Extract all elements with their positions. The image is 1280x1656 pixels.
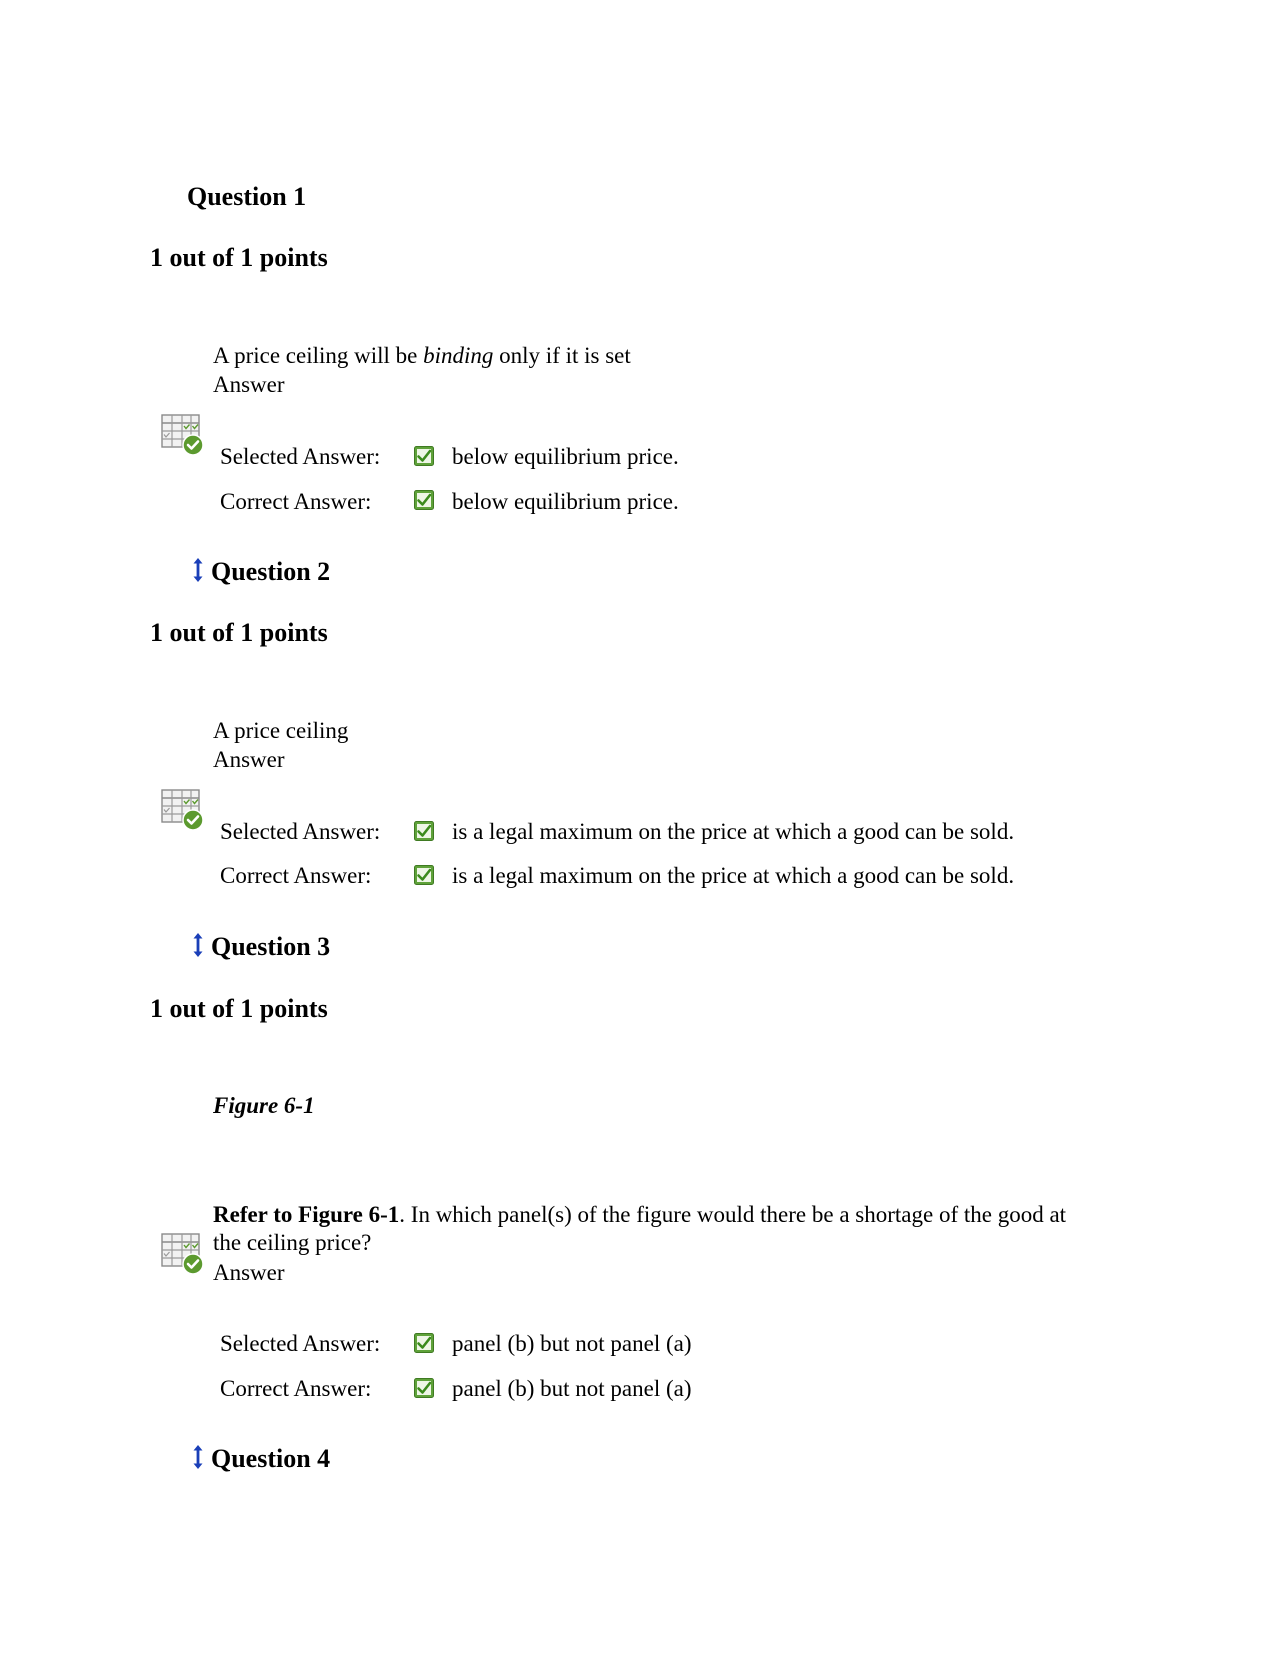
question-3-points: 1 out of 1 points	[150, 994, 328, 1023]
question-3-correct-label: Correct Answer:	[220, 1376, 372, 1401]
reorder-arrow-icon[interactable]	[192, 1444, 204, 1470]
question-1-correct-value: below equilibrium price.	[452, 489, 679, 514]
question-2-selected-label: Selected Answer:	[220, 819, 381, 844]
question-2-title: Question 2	[211, 557, 331, 586]
question-3-prompt	[213, 1201, 1093, 1257]
question-1-answer-label: Answer	[213, 372, 285, 397]
question-1-correct-label: Correct Answer:	[220, 489, 372, 514]
question-1-points: 1 out of 1 points	[150, 243, 328, 272]
graded-table-icon	[161, 1233, 205, 1275]
question-2-correct-label: Correct Answer:	[220, 863, 372, 888]
question-3-prompt-text: . In which panel(s) of the figure would there be a shortage of the good at the ceiling price?	[213, 1202, 1067, 1255]
figure-caption: Figure 6-1	[213, 1093, 315, 1118]
graded-table-icon	[161, 789, 205, 831]
question-4-title: Question 4	[211, 1444, 331, 1473]
question-1-selected-label: Selected Answer:	[220, 444, 381, 469]
question-1-prompt-text-before: A price ceiling will be	[213, 343, 424, 368]
check-icon	[414, 865, 434, 885]
reorder-arrow-icon[interactable]	[192, 557, 204, 583]
question-3-selected-label: Selected Answer:	[220, 1331, 381, 1356]
question-1-title: Question 1	[187, 182, 307, 211]
check-icon	[414, 1333, 434, 1353]
question-3-prompt-reference: Refer to Figure 6-1	[213, 1202, 400, 1227]
graded-table-icon	[161, 414, 205, 456]
check-icon	[414, 446, 434, 466]
question-1-selected-value: below equilibrium price.	[452, 444, 679, 469]
question-2-answer-label: Answer	[213, 747, 285, 772]
question-2-points: 1 out of 1 points	[150, 618, 328, 647]
check-icon	[414, 1378, 434, 1398]
question-3-title: Question 3	[211, 932, 331, 961]
question-2-prompt: A price ceiling	[213, 718, 349, 743]
question-3-correct-value: panel (b) but not panel (a)	[452, 1376, 692, 1401]
check-icon	[414, 490, 434, 510]
reorder-arrow-icon[interactable]	[192, 932, 204, 958]
question-1-prompt-text-after: only if it is set	[493, 343, 631, 368]
check-icon	[414, 821, 434, 841]
question-3-answer-label: Answer	[213, 1260, 285, 1285]
question-3-selected-value: panel (b) but not panel (a)	[452, 1331, 692, 1356]
question-1-prompt-emphasis: binding	[423, 343, 494, 368]
question-2-correct-value: is a legal maximum on the price at which a good can be sold.	[452, 863, 1015, 888]
question-2-selected-value: is a legal maximum on the price at which a good can be sold.	[452, 819, 1015, 844]
question-1-prompt	[213, 342, 1073, 370]
